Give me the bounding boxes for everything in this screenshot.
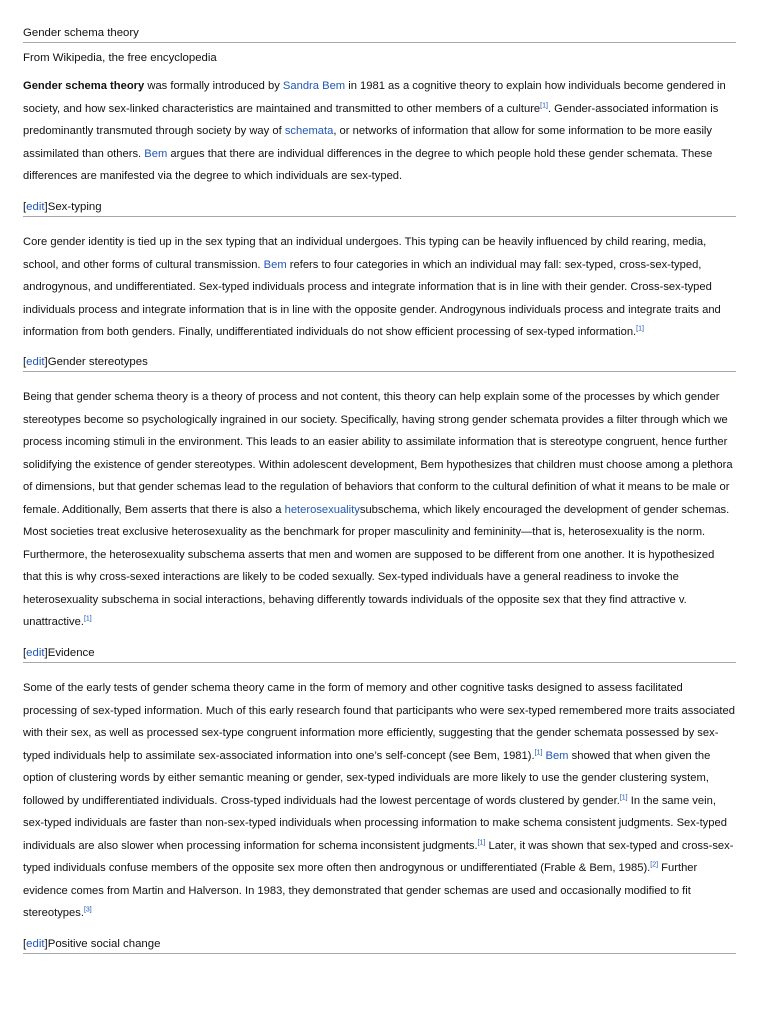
para-text: Some of the early tests of gender schema theory came in the form of memory and other cognitive tasks designed to assess facilitated processing of sex-typed information. Much of this early research found that participants who were sex-typed remembered more traits associated with their sex, as well as processed sex-type congruent information more efficiently, suggesting that the gender schemata possessed by sex-typed individuals help to assimilate sex-associated information into one’s self-concept (see Bem, 1981). [23, 682, 735, 762]
ref-link[interactable]: [2] [650, 861, 659, 869]
intro-text-2: in 1981 as a cognitive theory to explain how individuals become gendered in society, and how sex-linked characteristics are maintained and transmitted to other members of a culture [23, 80, 726, 115]
para-text: Core gender identity is tied up in the sex typing that an individual undergoes. This typing can be heavily influenced by child rearing, media, school, and other forms of cultural transmission. [23, 236, 707, 271]
intro-text-1: was formally introduced by [144, 80, 283, 92]
link-bem[interactable]: Bem [144, 147, 168, 160]
edit-link[interactable]: edit [26, 356, 45, 368]
para-text: showed that when given the option of clustering words by either semantic meaning or gender, sex-typed individuals are more likely to use the gender clustering system, followed by undifferentiated individuals. Cross-typed individuals had the lowest percentage of words clustered by gender. [23, 749, 711, 807]
section-title: Gender stereotypes [47, 356, 148, 368]
section-title: Evidence [47, 647, 95, 659]
para-text: Later, it was shown that sex-typed and cross-sex-typed individuals confuse members of the opposite sex more often then androgynous or undifferentiated (Frable & Bem, 1985). [23, 839, 734, 874]
section-title: Positive social change [47, 938, 161, 950]
para-text: refers to four categories in which an individual may fall: sex-typed, cross-sex-typed, androgynous, and undifferentiated. Sex-typed individuals process and integrate information that is in line with their gender. Cross-sex-typed individuals process and integrate information that is in line with the opposite gender. Androgynous individuals process and integrate traits and information from both genders. Finally, undifferentiated individuals do not show efficient processing of sex-typed information. [23, 258, 721, 338]
intro-text-4: , or networks of information that allow for some information to be more easily assimilated than others. [23, 125, 713, 160]
edit-bracket-close: ] [44, 938, 48, 950]
page-title: Gender schema theory [23, 25, 736, 43]
link-bem[interactable]: Bem [545, 749, 569, 762]
edit-link[interactable]: edit [26, 647, 45, 659]
intro-bold-term: Gender schema theory [23, 80, 145, 92]
edit-bracket-open: [ [23, 201, 27, 213]
section-title: Sex-typing [47, 201, 102, 213]
ref-link[interactable]: [1] [619, 793, 628, 801]
edit-bracket-close: ] [44, 201, 48, 213]
ref-link[interactable]: [1] [477, 838, 486, 846]
para-text: Being that gender schema theory is a theory of process and not content, this theory can help explain some of the processes by which gender stereotypes become so psychologically ingrained in our society. Specifically, having strong gender schemata provides a filter through which we process incoming stimuli in the environment. This leads to an easier ability to assimilate information that is stereotype congruent, hence further solidifying the existence of gender stereotypes. Within adolescent development, Bem hypothesizes that children must choose among a plethora of dimensions, but that gender schemas lead to the regulation of behaviors that conform to the cultural definition of what it means to be male or female. Additionally, Bem asserts that there is also a [23, 391, 733, 516]
edit-bracket-open: [ [23, 647, 27, 659]
intro-text-3: . Gender-associated information is predominantly transmuted through society by way of [23, 102, 719, 137]
para-text: Further evidence comes from Martin and Halverson. In 1983, they demonstrated that gender schemas are used and occasionally modified to fit stereotypes. [23, 862, 698, 919]
ref-link[interactable]: [1] [636, 325, 644, 333]
ref-link[interactable]: [3] [83, 906, 92, 914]
link-sandra-bem[interactable]: Sandra Bem [282, 80, 346, 92]
gender-stereotypes-paragraph [23, 386, 736, 634]
intro-paragraph [23, 75, 736, 188]
intro-text-5: argues that there are individual differences in the degree to which people hold these gender schemata. These differences are manifested via the degree to which individuals are sex-typed. [23, 147, 713, 182]
link-bem[interactable]: Bem [263, 258, 287, 271]
edit-bracket-open: [ [23, 938, 27, 950]
ref-link[interactable]: [1] [83, 615, 92, 623]
edit-link[interactable]: edit [26, 201, 45, 213]
link-schemata[interactable]: schemata [284, 125, 334, 137]
edit-bracket-open: [ [23, 356, 27, 368]
edit-bracket-close: ] [44, 647, 48, 659]
ref-link[interactable]: [1] [540, 101, 548, 109]
ref-link[interactable]: [1] [534, 748, 543, 756]
edit-link[interactable]: edit [26, 938, 45, 950]
edit-bracket-close: ] [44, 356, 48, 368]
evidence-paragraph [23, 677, 736, 925]
para-text: In the same vein, sex-typed individuals are faster than non-sex-typed individuals when processing information to make schema consistent judgments. Sex-typed individuals are also slower when processing information for schema inconsistent judgments. [23, 794, 727, 852]
page-subtitle: From Wikipedia, the free encyclopedia [23, 52, 217, 64]
sex-typing-paragraph [23, 231, 736, 344]
section-heading-sex-typing [23, 199, 736, 217]
para-text: subschema, which likely encouraged the development of gender schemas. Most societies treat exclusive heterosexuality as the benchmark for proper masculinity and femininity—that is, heterosexuality is the norm. Furthermore, the heterosexuality subschema asserts that men and women are supposed to be different from one another. It is hypothesized that this is why cross-sexed interactions are likely to be coded sexually. Sex-typed individuals have a general readiness to invoke the heterosexuality subschema in social interactions, behaving differently towards individuals of the opposite sex that they find attractive v. unattractive. [23, 503, 730, 628]
section-heading-gender-stereotypes [23, 354, 736, 372]
section-heading-positive-social-change [23, 936, 736, 954]
link-heterosexuality[interactable]: heterosexuality [284, 503, 360, 516]
section-heading-evidence [23, 645, 736, 663]
